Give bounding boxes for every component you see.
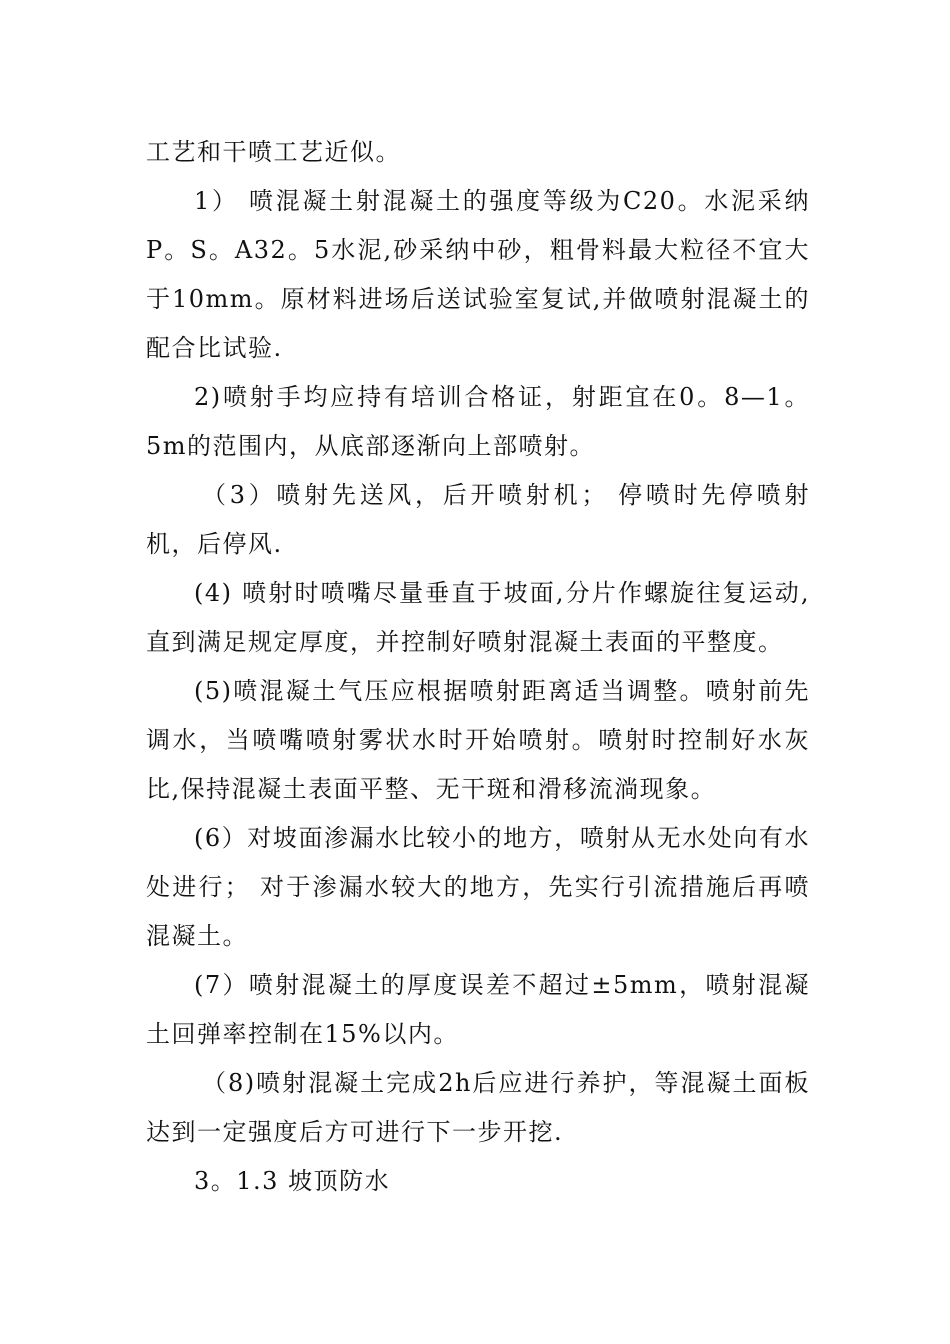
paragraph-item-7: (7）喷射混凝土的厚度误差不超过±5mm，喷射混凝土回弹率控制在15%以内。 xyxy=(146,971,810,1048)
paragraph-continuation: 工艺和干喷工艺近似。 xyxy=(146,138,401,166)
section-heading: 3。1.3 坡顶防水 xyxy=(194,1167,391,1195)
paragraph-item-5: (5)喷混凝土气压应根据喷射距离适当调整。喷射前先调水，当喷嘴喷射雾状水时开始喷射。喷射时控制好水灰比,保持混凝土表面平整、无干斑和滑移流淌现象。 xyxy=(146,677,810,803)
paragraph-item-2: 2)喷射手均应持有培训合格证，射距宜在0。8—1。5m的范围内，从底部逐渐向上部喷射。 xyxy=(146,383,810,460)
document-body xyxy=(146,128,810,1206)
paragraph-item-8: （8)喷射混凝土完成2h后应进行养护，等混凝土面板达到一定强度后方可进行下一步开挖. xyxy=(146,1069,810,1146)
paragraph-item-3: （3）喷射先送风，后开喷射机； 停喷时先停喷射机，后停风. xyxy=(146,481,810,558)
paragraph-item-6: (6）对坡面渗漏水比较小的地方，喷射从无水处向有水处进行； 对于渗漏水较大的地方，先实行引流措施后再喷混凝土。 xyxy=(146,824,810,950)
paragraph-item-4: (4) 喷射时喷嘴尽量垂直于坡面,分片作螺旋往复运动,直到满足规定厚度，并控制好喷射混凝土表面的平整度。 xyxy=(146,579,810,656)
paragraph-item-1: 1） 喷混凝土射混凝土的强度等级为C20。水泥采纳P。S。A32。5水泥,砂采纳中砂，粗骨料最大粒径不宜大于10mm。原材料进场后送试验室复试,并做喷射混凝土的配合比试验. xyxy=(146,187,810,362)
